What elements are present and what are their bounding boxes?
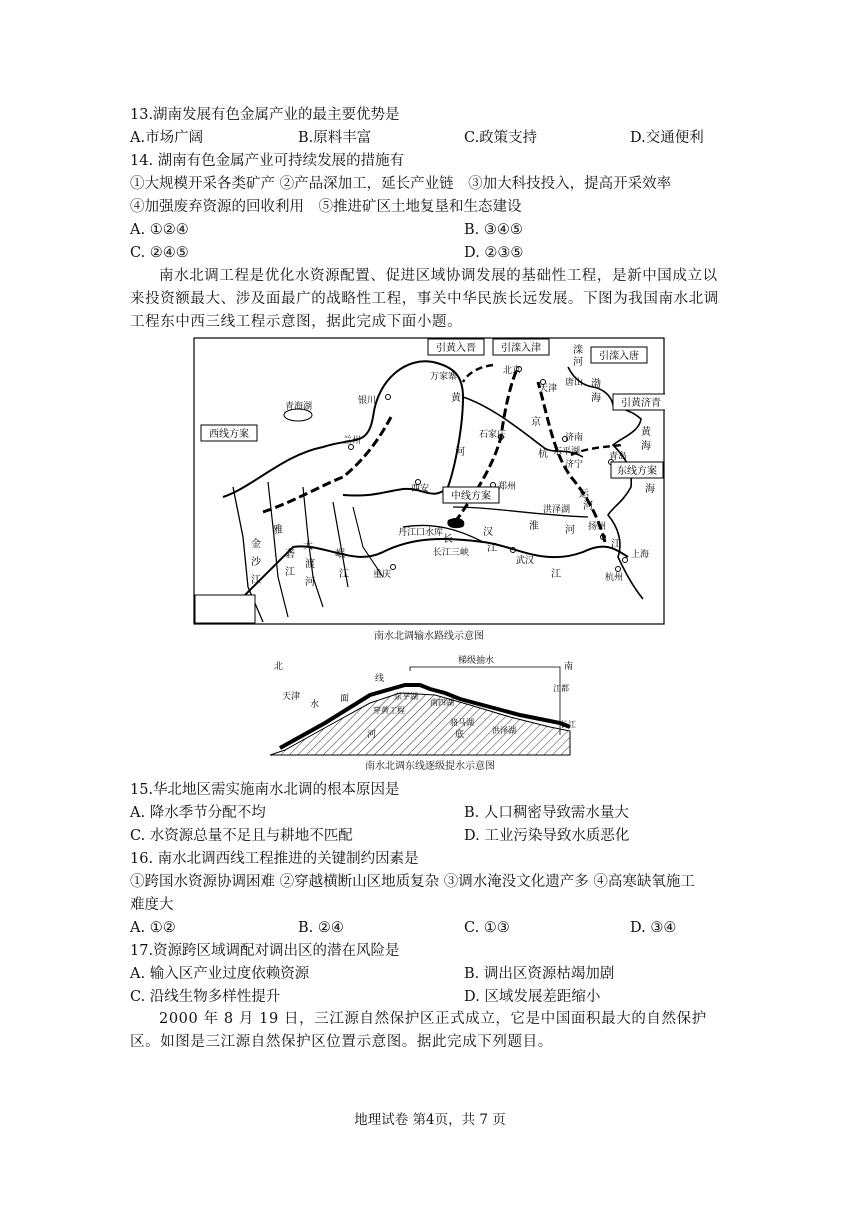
q13-option-c: C.政策支持 bbox=[464, 130, 538, 146]
q14-option-a: A. ①②④ bbox=[130, 222, 189, 238]
char-yalong-long: 砻 bbox=[285, 549, 295, 560]
char-luan: 滦 bbox=[573, 345, 583, 356]
char-hang: 杭 bbox=[538, 449, 548, 460]
q15-stem: 15.华北地区需实施南水北调的根本原因是 bbox=[130, 782, 400, 798]
char-bohai-bo: 渤 bbox=[591, 379, 601, 390]
profile-luomahu: 骆马湖 bbox=[450, 718, 474, 727]
q17-option-b: B. 调出区资源枯竭加剧 bbox=[464, 966, 615, 982]
char-yunhe-he: 河 bbox=[583, 501, 593, 512]
q17-option-a: A. 输入区产业过度依赖资源 bbox=[130, 966, 310, 982]
place-yinchuan: 银川 bbox=[358, 396, 377, 406]
profile-hongzehu: 洪泽湖 bbox=[492, 726, 516, 735]
q13-option-a: A.市场广阔 bbox=[130, 130, 204, 146]
char-dadu-da: 大 bbox=[303, 541, 313, 552]
char-huaihe-he: 河 bbox=[565, 525, 575, 536]
place-beijing: 北京 bbox=[503, 366, 522, 376]
char-huanghai-huang: 黄 bbox=[641, 427, 651, 438]
q16-option-c: C. ①③ bbox=[464, 920, 510, 936]
q16-stem: 16. 南水北调西线工程推进的关键制约因素是 bbox=[130, 851, 419, 867]
char-jinsha-jin: 金 bbox=[251, 539, 261, 550]
char-minjiang-min: 岷 bbox=[335, 549, 345, 560]
place-jining: 济宁 bbox=[565, 460, 584, 470]
q16-option-a: A. ①② bbox=[130, 920, 176, 936]
place-zhengzhou: 郑州 bbox=[498, 482, 517, 492]
char-jinsha-sha: 沙 bbox=[251, 557, 261, 568]
q14-choices-line2: ④加强废弃资源的回收利用 ⑤推进矿区土地复垦和生态建设 bbox=[130, 199, 522, 215]
char-hai: 海 bbox=[645, 484, 655, 495]
water-diversion-map bbox=[193, 337, 665, 627]
label-yinluan-jin: 引滦入津 bbox=[501, 343, 541, 354]
char-dadu-he: 河 bbox=[305, 577, 315, 588]
q15-option-a: A. 降水季节分配不均 bbox=[130, 805, 266, 821]
char-hanjiang-han: 汉 bbox=[483, 527, 493, 538]
char-bohai-hai: 海 bbox=[591, 393, 601, 404]
east-route-profile bbox=[270, 655, 590, 757]
char-yalong-ya: 雅 bbox=[273, 525, 283, 536]
profile-shui-char: 水 bbox=[310, 700, 320, 710]
place-shanghai: 上海 bbox=[631, 550, 650, 560]
place-hangzhou: 杭州 bbox=[605, 573, 624, 583]
profile-nansihu: 南四湖 bbox=[430, 698, 454, 707]
char-huaihe-huai: 淮 bbox=[529, 521, 539, 532]
passage-south-north-water: 南水北调工程是优化水资源配置、促进区域协调发展的基础性工程，是新中国成立以来投资额最大、涉及面最广的战略性工程，事关中华民族长远发展。下图为我国南水北调工程东中西三线工程示意图，据此完成下面小题。 bbox=[130, 268, 719, 330]
place-xian: 西安 bbox=[411, 484, 430, 494]
label-middle-route: 中线方案 bbox=[451, 491, 491, 502]
q13-stem: 13.湖南发展有色金属产业的最主要优势是 bbox=[130, 107, 400, 123]
profile-changjiang: 长江 bbox=[560, 720, 576, 729]
place-wuhan: 武汉 bbox=[516, 556, 535, 566]
profile-north: 北 bbox=[274, 662, 284, 672]
char-hanjiang-jiang: 江 bbox=[487, 543, 497, 554]
profile-jiangdu: 江都 bbox=[553, 684, 569, 693]
char-luan-he: 河 bbox=[573, 357, 583, 368]
char-jing: 京 bbox=[531, 417, 541, 428]
q13-option-d: D.交通便利 bbox=[630, 130, 704, 146]
profile-di-char: 底 bbox=[455, 730, 465, 740]
char-jinsha-jiang: 江 bbox=[251, 575, 261, 586]
q17-stem: 17.资源跨区域调配对调出区的潜在风险是 bbox=[130, 943, 400, 959]
q15-option-d: D. 工业污染导致水质恶化 bbox=[464, 828, 630, 844]
q16-choices-line2: 难度大 bbox=[130, 897, 174, 913]
map-caption: 南水北调输水路线示意图 bbox=[374, 631, 484, 642]
char-huanghai-hai: 海 bbox=[641, 441, 651, 452]
place-sanxia: 长江三峡 bbox=[433, 548, 470, 558]
place-danjiangkou: 丹江口水库 bbox=[398, 528, 444, 538]
profile-line-char: 线 bbox=[375, 674, 385, 684]
char-yun: 运 bbox=[579, 489, 589, 500]
q17-option-d: D. 区域发展差距缩小 bbox=[464, 989, 601, 1005]
label-east-route: 东线方案 bbox=[617, 466, 657, 477]
place-wanjiazhai: 万家寨 bbox=[430, 372, 458, 382]
q17-option-c: C. 沿线生物多样性提升 bbox=[130, 989, 281, 1005]
profile-he-char: 河 bbox=[367, 730, 377, 740]
place-qinghai-lake: 青海湖 bbox=[285, 402, 313, 412]
place-yangzhou: 扬州 bbox=[588, 522, 607, 532]
page-footer: 地理试卷 第4页，共 7 页 bbox=[354, 1112, 506, 1128]
place-hongzehu: 洪泽湖 bbox=[543, 505, 571, 515]
label-yinhuang-jinjin: 引黄入晋 bbox=[436, 343, 476, 354]
char-huanghe-he: 河 bbox=[455, 447, 465, 458]
q13-option-b: B.原料丰富 bbox=[298, 130, 372, 146]
profile-chuanhuang: 穿黄工程 bbox=[373, 706, 405, 715]
label-yinluan-tang: 引滦入唐 bbox=[599, 351, 639, 362]
place-chongqing: 重庆 bbox=[373, 570, 392, 580]
profile-tianjin: 天津 bbox=[282, 692, 301, 702]
q14-choices-line1: ①大规模开采各类矿产 ②产品深加工，延长产业链 ③加大科技投入，提高开采效率 bbox=[130, 176, 672, 192]
profile-dongpinghu: 东平湖 bbox=[394, 692, 418, 701]
place-tianjin: 天津 bbox=[539, 384, 558, 394]
place-qingdao: 青岛 bbox=[609, 452, 628, 462]
char-changjiang-jiang: 江 bbox=[551, 569, 561, 580]
char-minjiang-jiang: 江 bbox=[339, 569, 349, 580]
q16-option-d: D. ③④ bbox=[630, 920, 677, 936]
place-dongpinghu: 东平湖 bbox=[553, 447, 581, 457]
label-west-route: 西线方案 bbox=[209, 429, 249, 440]
char-changjiang-chang: 长 bbox=[443, 534, 453, 545]
place-jinan: 济南 bbox=[565, 433, 584, 443]
q14-option-c: C. ②④⑤ bbox=[130, 245, 189, 261]
q14-stem: 14. 湖南有色金属产业可持续发展的措施有 bbox=[130, 153, 405, 169]
q16-option-b: B. ②④ bbox=[298, 920, 344, 936]
q14-option-b: B. ③④⑤ bbox=[464, 222, 523, 238]
char-jiang: 江 bbox=[611, 539, 621, 550]
q15-option-b: B. 人口稠密导致需水量大 bbox=[464, 805, 629, 821]
place-shijiazhuang: 石家庄 bbox=[479, 430, 507, 440]
profile-caption: 南水北调东线逐级提水示意图 bbox=[365, 761, 495, 772]
place-tangshan: 唐山 bbox=[565, 378, 584, 388]
profile-tiji: 梯级抽水 bbox=[458, 656, 495, 666]
q16-choices-line1: ①跨国水资源协调困难 ②穿越横断山区地质复杂 ③调水淹没文化遗产多 ④高寒缺氧施工 bbox=[130, 874, 695, 890]
q14-option-d: D. ②③⑤ bbox=[464, 245, 524, 261]
char-dadu-du: 渡 bbox=[305, 559, 315, 570]
passage-sanjiangyuan: 2000 年 8 月 19 日，三江源自然保护区正式成立，它是中国面积最大的自然保护区。如图是三江源自然保护区位置示意图。据此完成下列题目。 bbox=[130, 1011, 707, 1050]
profile-mian-char: 面 bbox=[340, 694, 350, 704]
profile-south: 南 bbox=[564, 662, 574, 672]
label-yinhuang-jiqing: 引黄济青 bbox=[621, 398, 661, 409]
char-yalong-jiang: 江 bbox=[285, 567, 295, 578]
char-huanghe-huang: 黄 bbox=[451, 393, 461, 404]
place-lanzhou: 兰州 bbox=[343, 436, 362, 446]
q15-option-c: C. 水资源总量不足且与耕地不匹配 bbox=[130, 828, 353, 844]
